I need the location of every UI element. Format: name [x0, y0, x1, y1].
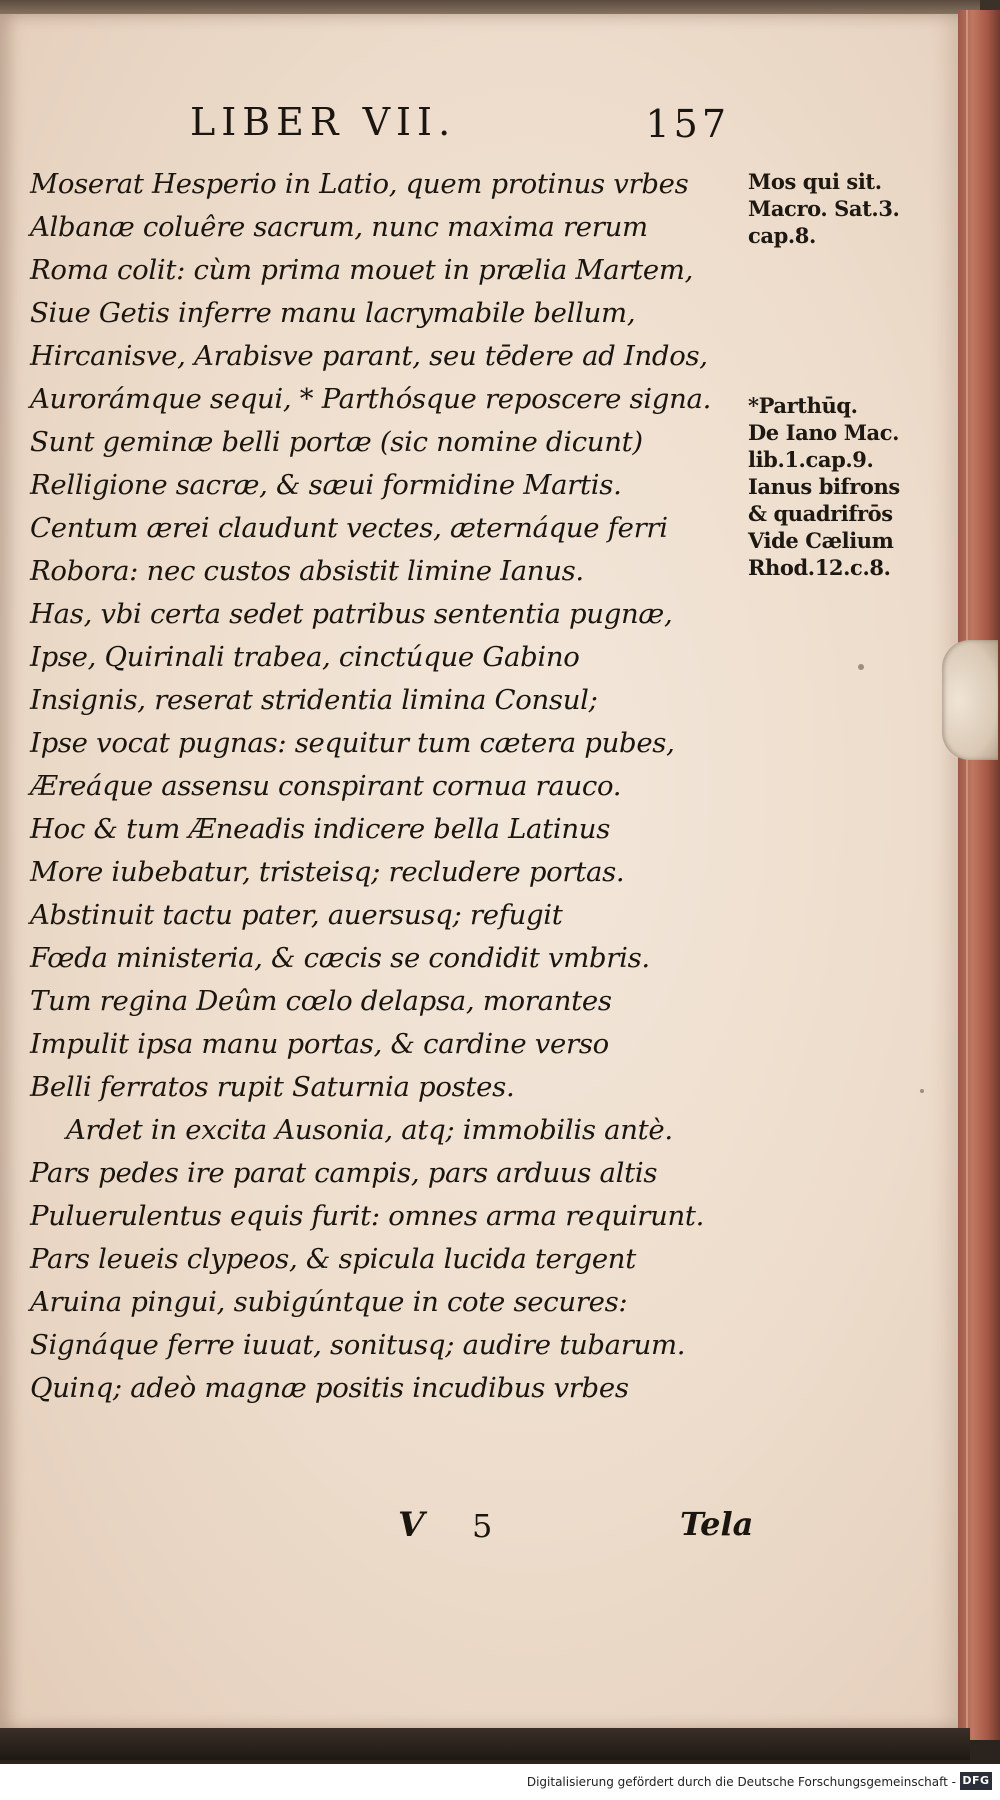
- verse-line: Impulit ipsa manu portas, & cardine verso: [30, 1028, 609, 1060]
- dfg-logo-icon: DFG: [960, 1772, 992, 1790]
- marginal-note-ianus: [748, 392, 948, 581]
- verse-line: Abstinuit tactu pater, auersusq; refugit: [30, 899, 563, 931]
- digitization-credit-bar: [0, 1764, 1000, 1800]
- paper-speck: [858, 664, 864, 670]
- verse-line: Belli ferratos rupit Saturnia postes.: [30, 1071, 515, 1103]
- verse-line: Roma colit: cùm prima mouet in prælia Martem,: [30, 254, 694, 286]
- verse-line: Puluerulentus equis furit: omnes arma requirunt.: [30, 1200, 705, 1232]
- marginal-line: cap.8.: [748, 223, 816, 248]
- paper-speck: [920, 1089, 924, 1093]
- verse-line: Robora: nec custos absistit limine Ianus.: [30, 555, 584, 587]
- verse-line: Fœda ministeria, & cæcis se condidit vmbris.: [30, 942, 650, 974]
- verse-block: [30, 163, 750, 1410]
- verse-line: Hoc & tum Æneadis indicere bella Latinus: [30, 813, 611, 845]
- verse-line: Albanæ coluêre sacrum, nunc maxima rerum: [30, 211, 648, 243]
- verse-line: Sunt geminæ belli portæ (sic nomine dicunt): [30, 426, 643, 458]
- book-tab: [942, 640, 998, 760]
- verse-line: Hircanisve, Arabisve parant, seu tēdere ad Indos,: [30, 340, 708, 372]
- verse-line: Relligione sacræ, & sæui formidine Martis.: [30, 469, 622, 501]
- verse-line: Pars pedes ire parat campis, pars arduus altis: [30, 1157, 658, 1189]
- verse-line: More iubebatur, tristeisq; recludere portas.: [30, 856, 625, 888]
- verse-line: Signáque ferre iuuat, sonitusq; audire tubarum.: [30, 1329, 686, 1361]
- marginal-line: & quadrifrōs: [748, 501, 893, 526]
- marginal-line: lib.1.cap.9.: [748, 447, 874, 472]
- running-head-title: LIBER VII.: [190, 100, 457, 144]
- verse-line: Siue Getis inferre manu lacrymabile bellum,: [30, 297, 636, 329]
- verse-line: Aruina pingui, subigúntque in cote secures:: [30, 1286, 628, 1318]
- marginal-note-mos: [748, 168, 948, 249]
- verse-line: Quinq; adeò magnæ positis incudibus vrbes: [30, 1372, 629, 1404]
- verse-line: Centum ærei claudunt vectes, æternáque ferri: [30, 512, 668, 544]
- credit-text: Digitalisierung gefördert durch die Deutsche Forschungsgemeinschaft -: [526, 1775, 956, 1789]
- marginal-line: *Parthūq.: [748, 393, 858, 418]
- marginal-line: Ianus bifrons: [748, 474, 900, 499]
- marginal-line: Macro. Sat.3.: [748, 196, 900, 221]
- verse-line: Ardet in excita Ausonia, atq; immobilis antè.: [66, 1114, 673, 1146]
- marginal-line: Mos qui sit.: [748, 169, 882, 194]
- verse-line: Ipse vocat pugnas: sequitur tum cætera pubes,: [30, 727, 675, 759]
- running-head: [190, 100, 730, 150]
- marginal-line: Rhod.12.c.8.: [748, 555, 891, 580]
- verse-line: Tum regina Deûm cœlo delapsa, morantes: [30, 985, 612, 1017]
- marginal-line: Vide Cælium: [748, 528, 894, 553]
- verse-line: Aurorámque sequi, * Parthósque reposcere signa.: [30, 383, 712, 415]
- verse-line: Insignis, reserat stridentia limina Consul;: [30, 684, 598, 716]
- verse-line: Ipse, Quirinali trabea, cinctúque Gabino: [30, 641, 580, 673]
- verse-line: Pars leueis clypeos, & spicula lucida tergent: [30, 1243, 636, 1275]
- signature-number: 5: [472, 1507, 493, 1545]
- verse-line: Has, vbi certa sedet patribus sententia pugnæ,: [30, 598, 673, 630]
- book-bottom-edge: [0, 1728, 970, 1760]
- catchword: Tela: [680, 1505, 754, 1543]
- verse-line: Æreáque assensu conspirant cornua rauco.: [30, 770, 622, 802]
- book-fore-edge: [958, 10, 1000, 1740]
- signature-mark: V: [398, 1505, 425, 1545]
- verse-line: Moserat Hesperio in Latio, quem protinus vrbes: [30, 168, 689, 200]
- page-number: 157: [645, 102, 730, 146]
- marginal-line: De Iano Mac.: [748, 420, 900, 445]
